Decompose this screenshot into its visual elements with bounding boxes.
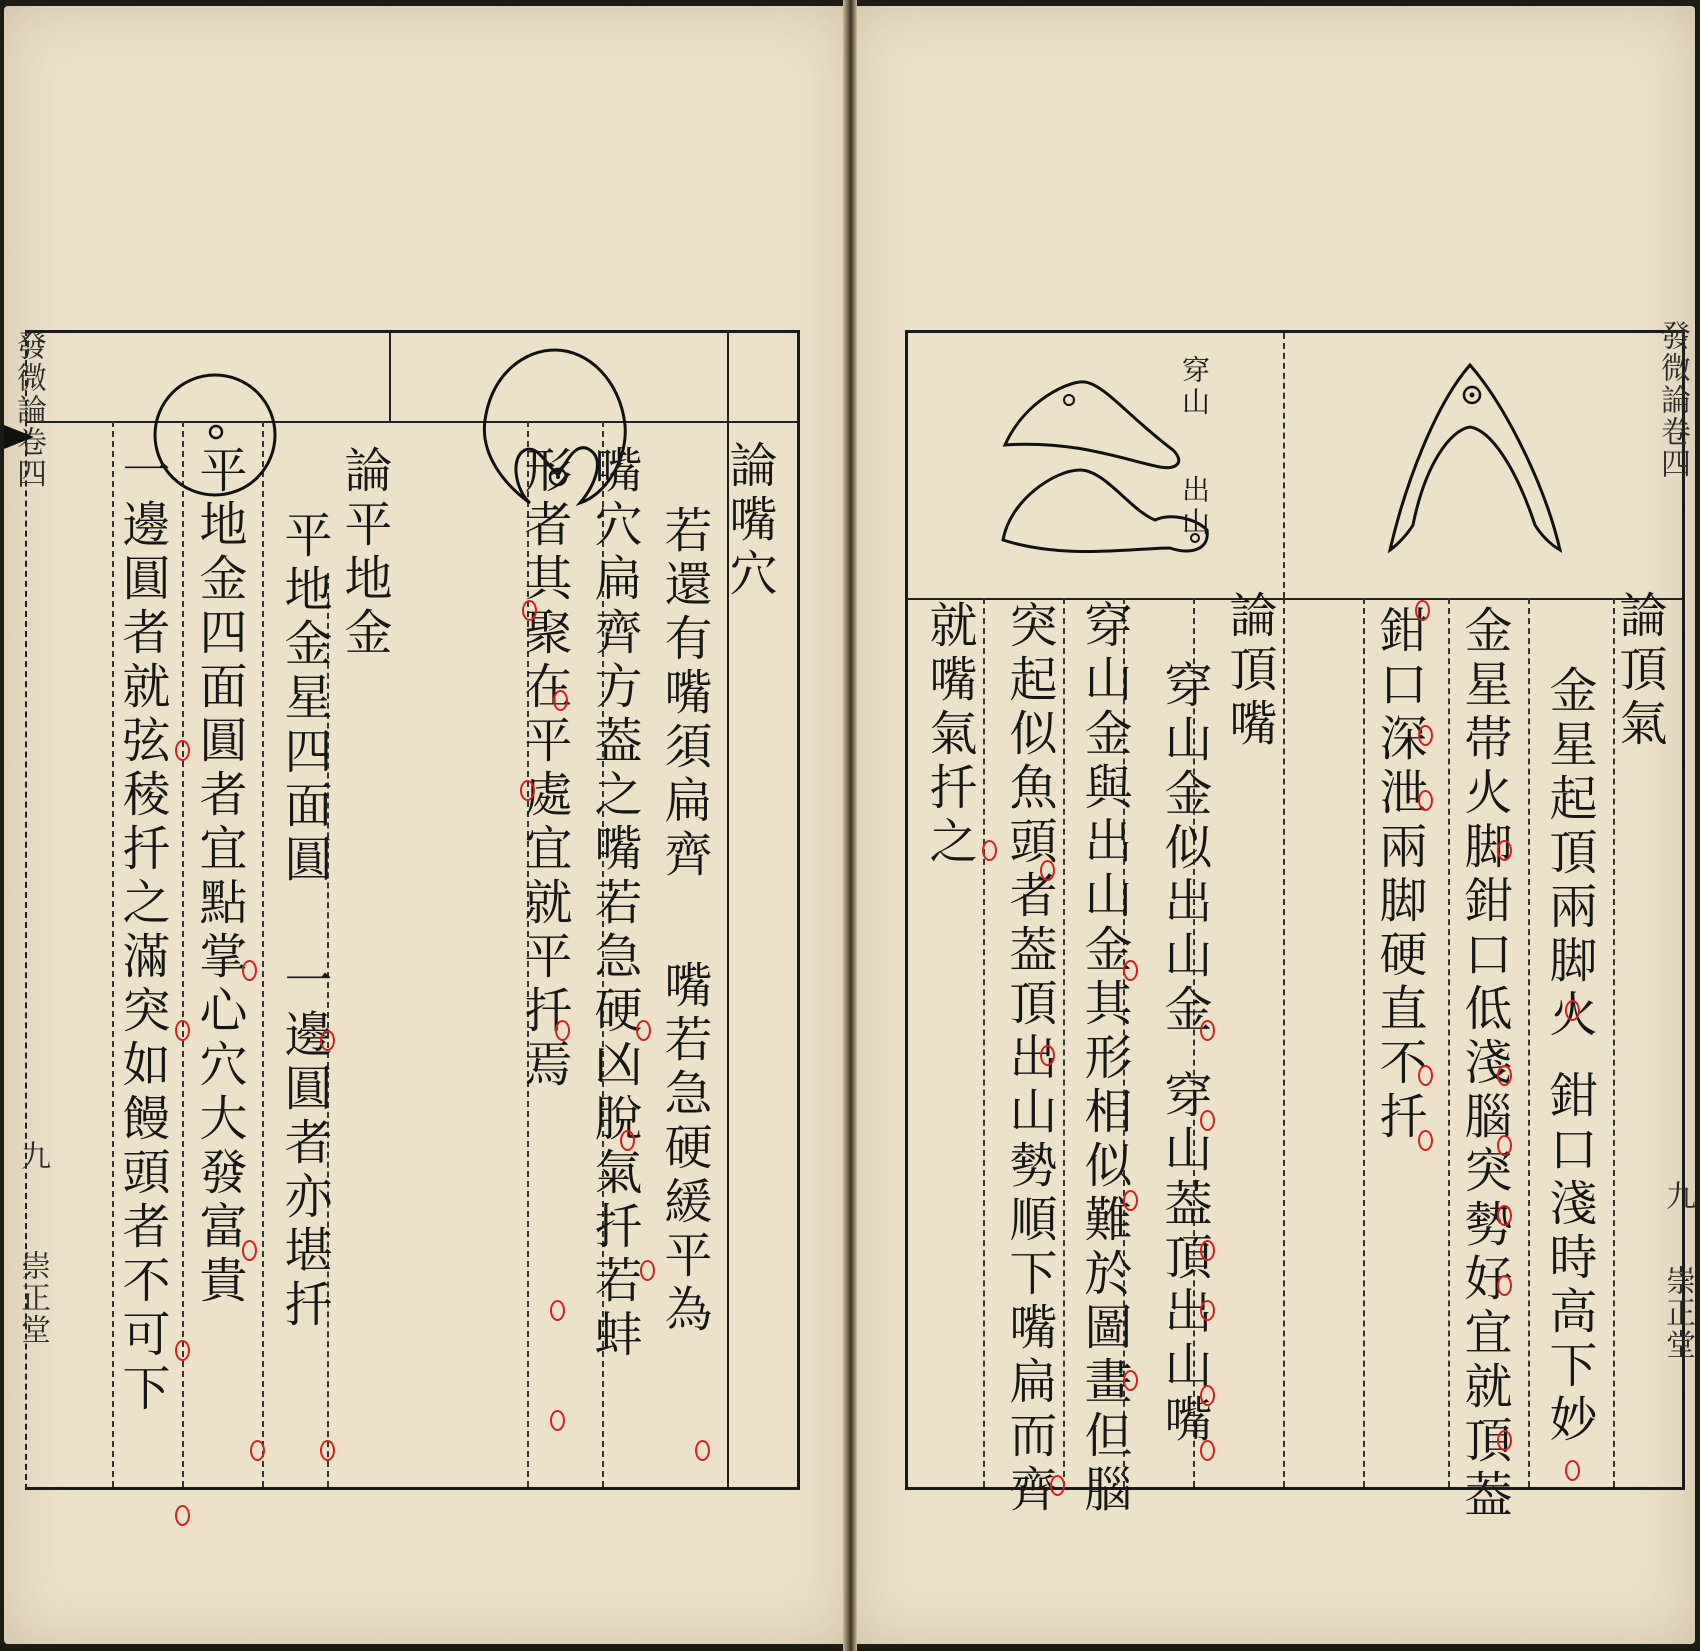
- book-gutter: [843, 0, 857, 1651]
- diagram-divider: [389, 333, 391, 421]
- red-punctuation-mark: [1497, 840, 1512, 861]
- red-punctuation-mark: [1200, 1385, 1215, 1406]
- red-punctuation-mark: [175, 1340, 190, 1361]
- diagram-band-divider: [27, 421, 797, 423]
- red-punctuation-mark: [1200, 1110, 1215, 1131]
- red-punctuation-mark: [1123, 960, 1138, 981]
- red-punctuation-mark: [1040, 1045, 1055, 1066]
- red-punctuation-mark: [1415, 600, 1430, 621]
- heading-ding-zui: 論頂嘴: [1221, 590, 1277, 752]
- red-punctuation-mark: [982, 840, 997, 861]
- verse-zui-2: 嘴若急硬緩平為: [656, 960, 712, 1338]
- running-title-right: 發微論卷四: [1655, 320, 1690, 480]
- red-punctuation-mark: [1040, 860, 1055, 881]
- verse-pingdi-2: 一邊圓者亦堪扦: [276, 955, 332, 1333]
- red-punctuation-mark: [555, 1020, 570, 1041]
- red-punctuation-mark: [550, 1410, 565, 1431]
- verse-dingqi-2: 鉗口淺時高下妙: [1541, 1070, 1597, 1448]
- commentary-dingzui-3: 就嘴氣扦之: [921, 600, 977, 870]
- commentary-pingdi-2: 一邊圓者就弦稜扦之滿突如饅頭者不可下: [114, 445, 170, 1417]
- red-punctuation-mark: [1418, 1065, 1433, 1086]
- red-punctuation-mark: [553, 690, 568, 711]
- red-punctuation-mark: [695, 1440, 710, 1461]
- red-punctuation-mark: [1497, 1205, 1512, 1226]
- red-punctuation-mark: [620, 1130, 635, 1151]
- fishtail-marker: [4, 425, 34, 449]
- column-rule: [182, 421, 184, 1487]
- diagram-label-chuan-shan: 穿山: [1178, 355, 1211, 419]
- publisher-mark-left: 崇正堂: [15, 1250, 50, 1346]
- red-punctuation-mark: [1418, 790, 1433, 811]
- heading-zui-xue: 論嘴穴: [721, 440, 777, 602]
- red-punctuation-mark: [1200, 1300, 1215, 1321]
- column-rule: [1448, 598, 1450, 1487]
- red-punctuation-mark: [1497, 1275, 1512, 1296]
- red-punctuation-mark: [1200, 1020, 1215, 1041]
- column-rule: [983, 598, 985, 1487]
- folio-number-right: 九: [1660, 1180, 1695, 1212]
- red-punctuation-mark: [550, 1300, 565, 1321]
- red-punctuation-mark: [1200, 1440, 1215, 1461]
- red-punctuation-mark: [1497, 1135, 1512, 1156]
- commentary-dingqi-2: 鉗口深泄兩脚硬直不扦: [1371, 605, 1427, 1145]
- column-rule: [1063, 598, 1065, 1487]
- commentary-dingzui-2: 突起似魚頭者葢頂出山勢順下嘴扁而齊: [1001, 600, 1057, 1518]
- diagram-label-chu-shan: 出山: [1178, 475, 1211, 539]
- heading-ding-qi: 論頂氣: [1611, 590, 1667, 752]
- commentary-dingqi-1: 金星帯火脚鉗口低淺腦突勢好宜就頂葢: [1456, 605, 1512, 1523]
- commentary-zui-1: 嘴穴扁齊方葢之嘴若急硬凶脫氣扦若蚌: [586, 445, 642, 1363]
- heading-ping-di-jin: 論平地金: [336, 445, 392, 661]
- red-punctuation-mark: [175, 1020, 190, 1041]
- red-punctuation-mark: [1050, 1475, 1065, 1496]
- column-rule: [1528, 598, 1530, 1487]
- red-punctuation-mark: [175, 740, 190, 761]
- red-punctuation-mark: [320, 1030, 335, 1051]
- running-title-left: 發微論卷四: [11, 330, 46, 490]
- red-punctuation-mark: [640, 1260, 655, 1281]
- red-punctuation-mark: [1565, 1460, 1580, 1481]
- column-rule: [1363, 598, 1365, 1487]
- red-punctuation-mark: [242, 960, 257, 981]
- peak-with-legs-diagram: [1375, 355, 1575, 570]
- diagram-divider: [1283, 333, 1285, 598]
- red-punctuation-mark: [250, 1440, 265, 1461]
- red-punctuation-mark: [520, 780, 535, 801]
- red-punctuation-mark: [522, 600, 537, 621]
- folio-number-left: 九: [15, 1140, 50, 1172]
- red-punctuation-mark: [175, 1505, 190, 1526]
- red-punctuation-mark: [242, 1240, 257, 1261]
- red-punctuation-mark: [1497, 1065, 1512, 1086]
- red-punctuation-mark: [636, 1020, 651, 1041]
- column-rule: [262, 421, 264, 1487]
- red-punctuation-mark: [320, 1440, 335, 1461]
- verse-zui-1: 若還有嘴須扁齊: [656, 505, 712, 883]
- verse-dingzui-1: 穿山金似出山金: [1156, 660, 1212, 1038]
- commentary-dingzui-1: 穿山金與出山金其形相似難於圖畫但腦: [1076, 600, 1132, 1518]
- red-punctuation-mark: [1123, 1190, 1138, 1211]
- column-rule: [1283, 598, 1285, 1487]
- commentary-zui-2: 形者其聚在平處宜就平扦焉: [516, 445, 572, 1093]
- red-punctuation-mark: [1418, 1130, 1433, 1151]
- red-punctuation-mark: [1565, 1000, 1580, 1021]
- verse-dingzui-2: 穿山葢頂出山嘴: [1156, 1070, 1212, 1448]
- red-punctuation-mark: [1200, 1240, 1215, 1261]
- red-punctuation-mark: [1123, 1370, 1138, 1391]
- red-punctuation-mark: [1418, 725, 1433, 746]
- commentary-pingdi-1: 平地金四面圓者宜點掌心穴大發富貴: [191, 445, 247, 1309]
- verse-pingdi-1: 平地金星四面圓: [276, 510, 332, 888]
- publisher-mark-right: 崇正堂: [1660, 1265, 1695, 1361]
- verse-dingqi-1: 金星起頂兩脚火: [1541, 665, 1597, 1043]
- red-punctuation-mark: [1497, 1430, 1512, 1451]
